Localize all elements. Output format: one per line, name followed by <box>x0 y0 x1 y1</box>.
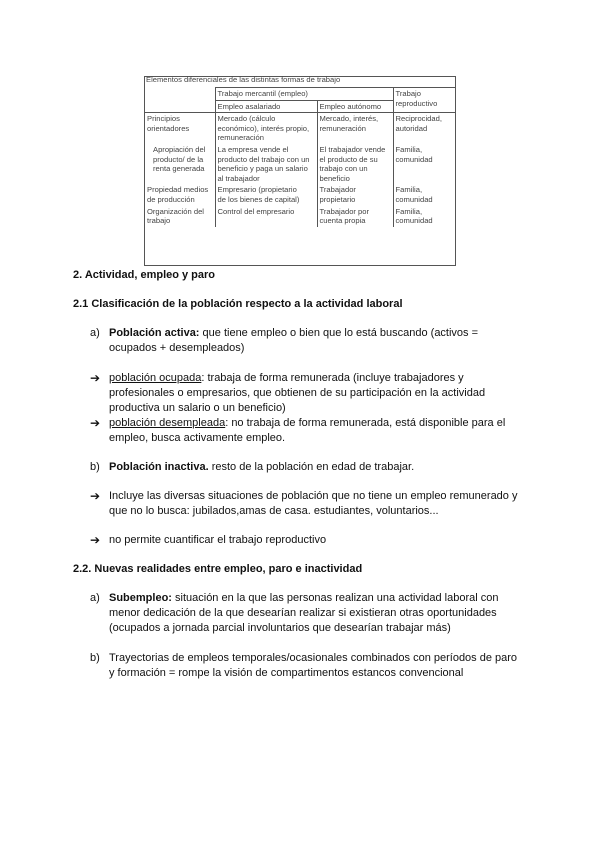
list-marker-a: a) <box>90 327 100 339</box>
poblacion-inactiva-line1: Población inactiva. resto de la población en edad de trabajar. <box>109 461 415 473</box>
table-row: Organización del trabajo Control del empresario Trabajador por cuenta propia Familia, comunidad <box>145 206 455 227</box>
table-header-row <box>145 88 455 101</box>
table-row: Principios orientadores Mercado (cálculo económico), interés propio, remuneración Mercado, interés, remuneración Reciprocidad, autoridad <box>145 113 455 144</box>
poblacion-activa-line1: Población activa: que tiene empleo o bien que lo está buscando (activos = <box>109 327 479 339</box>
arrow-icon: ➔ <box>90 533 101 547</box>
inactiva-detail-line1: Incluye las diversas situaciones de población que no tiene un empleo remunerado y <box>109 490 518 502</box>
subempleo-line1: Subempleo: situación en la que las personas realizan una actividad laboral con <box>109 592 499 604</box>
poblacion-desempleada-line2: empleo, busca activamente empleo. <box>109 432 286 444</box>
header-reproductivo: Trabajo reproductivo <box>393 88 455 113</box>
table-row: Apropiación del producto/ de la renta generada La empresa vende el producto del trabajo con un beneficio y paga un salario al trabajador El trabajador vende el producto de su trabajo con un beneficio Familia, comunidad <box>145 144 455 184</box>
trayectorias-line2: y formación = rompe la visión de compartimentos estancos convencional <box>109 667 464 679</box>
header-asalariado: Empleo asalariado <box>215 100 317 113</box>
inactiva-detail-line2: que no lo busca: jubilados,amas de casa. estudiantes, voluntarios... <box>109 505 439 517</box>
list-marker-b: b) <box>90 652 100 664</box>
work-forms-table-figure <box>144 76 456 266</box>
poblacion-ocupada-line2: profesionales o empresarios, que obtienen de su participación en la actividad <box>109 387 486 399</box>
subempleo-line2: menor dedicación de la que desearían realizar si existieran otras oportunidades <box>109 607 497 619</box>
table-row: Propiedad medios de producción Empresario (propietario de los bienes de capital) Trabajador propietario Familia, comunidad <box>145 184 455 205</box>
list-marker-b: b) <box>90 461 100 473</box>
table-caption: Elementos diferenciales de las distintas formas de trabajo <box>146 75 341 84</box>
poblacion-ocupada-line3: productiva un salario o un beneficio) <box>109 402 286 414</box>
header-mercantil: Trabajo mercantil (empleo) <box>215 88 393 101</box>
arrow-icon: ➔ <box>90 371 101 385</box>
section-2-heading: 2. Actividad, empleo y paro <box>73 269 216 281</box>
work-forms-table <box>145 87 455 227</box>
arrow-icon: ➔ <box>90 489 101 503</box>
poblacion-desempleada-line1: población desempleada: no trabaja de forma remunerada, está disponible para el <box>109 417 506 429</box>
poblacion-activa-line2: ocupados + desempleados) <box>109 342 245 354</box>
list-marker-a: a) <box>90 592 100 604</box>
header-autonomo: Empleo autónomo <box>317 100 393 113</box>
arrow-icon: ➔ <box>90 416 101 430</box>
section-2-2-heading: 2.2. Nuevas realidades entre empleo, paro e inactividad <box>73 563 363 575</box>
inactiva-note-line1: no permite cuantificar el trabajo reproductivo <box>109 534 327 546</box>
poblacion-ocupada-line1: población ocupada: trabaja de forma remunerada (incluye trabajadores y <box>109 372 464 384</box>
subempleo-line3: (ocupados a jornada parcial involuntarios que desearían trabajar más) <box>109 622 451 634</box>
section-2-1-heading: 2.1 Clasificación de la población respecto a la actividad laboral <box>73 298 403 310</box>
trayectorias-line1: Trayectorias de empleos temporales/ocasionales combinados con períodos de paro <box>109 652 518 664</box>
